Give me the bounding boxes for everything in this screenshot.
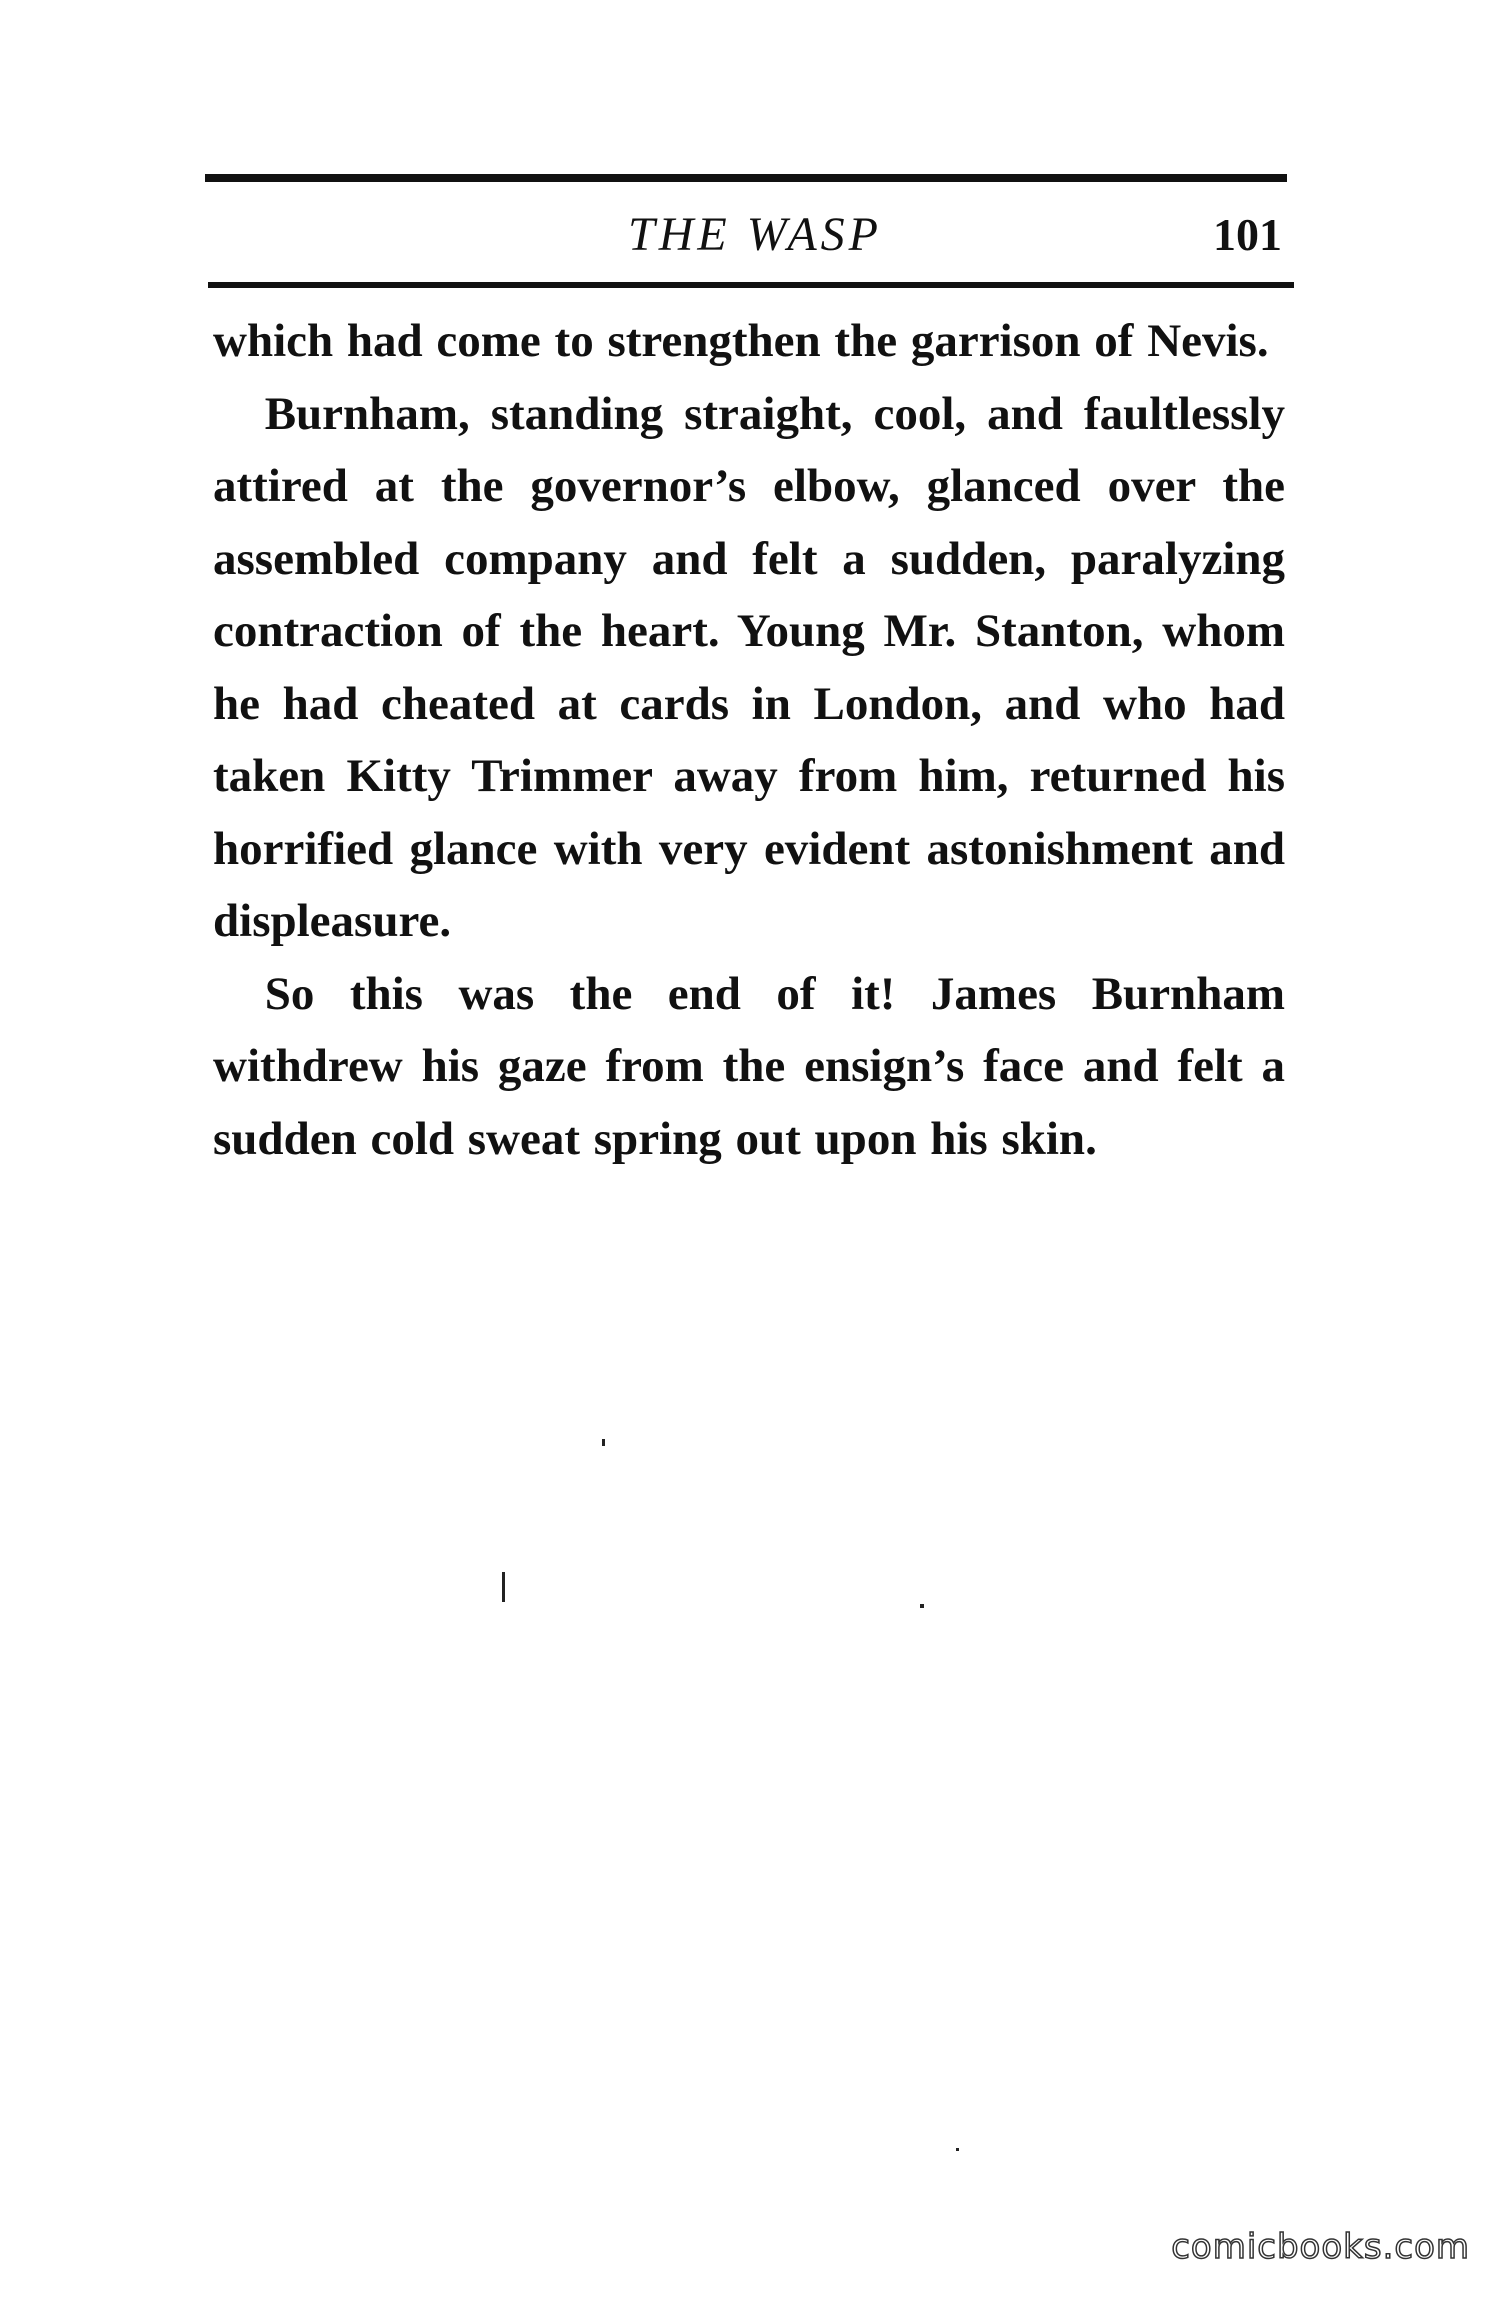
paragraph-1: which had come to strengthen the garrison of Nevis.	[213, 315, 1269, 367]
page-number: 101	[1213, 209, 1282, 260]
watermark: comicbooks.com	[1171, 2227, 1470, 2267]
running-title: THE WASP	[628, 208, 882, 261]
scan-speck	[956, 2148, 959, 2151]
paragraph-3: So this was the end of it! James Burnham withdrew his gaze from the ensign’s face and felt a sudden cold sweat spring out upon his skin.	[213, 967, 1285, 1165]
header-rule-bottom	[208, 282, 1294, 288]
scan-speck	[920, 1604, 924, 1608]
body-text	[213, 305, 1285, 1175]
scan-speck	[502, 1572, 505, 1602]
scan-speck	[602, 1439, 605, 1446]
paragraph-2: Burnham, standing straight, cool, and faultlessly attired at the governor’s elbow, glanced over the assembled company and felt a sudden, paralyzing contraction of the heart. Young Mr. Stanton, whom he had cheated at cards in London, and who had taken Kitty Trimmer away from him, returned his horrified glance with very evident astonishment and displeasure.	[213, 387, 1285, 947]
header-rule-top	[205, 174, 1287, 182]
